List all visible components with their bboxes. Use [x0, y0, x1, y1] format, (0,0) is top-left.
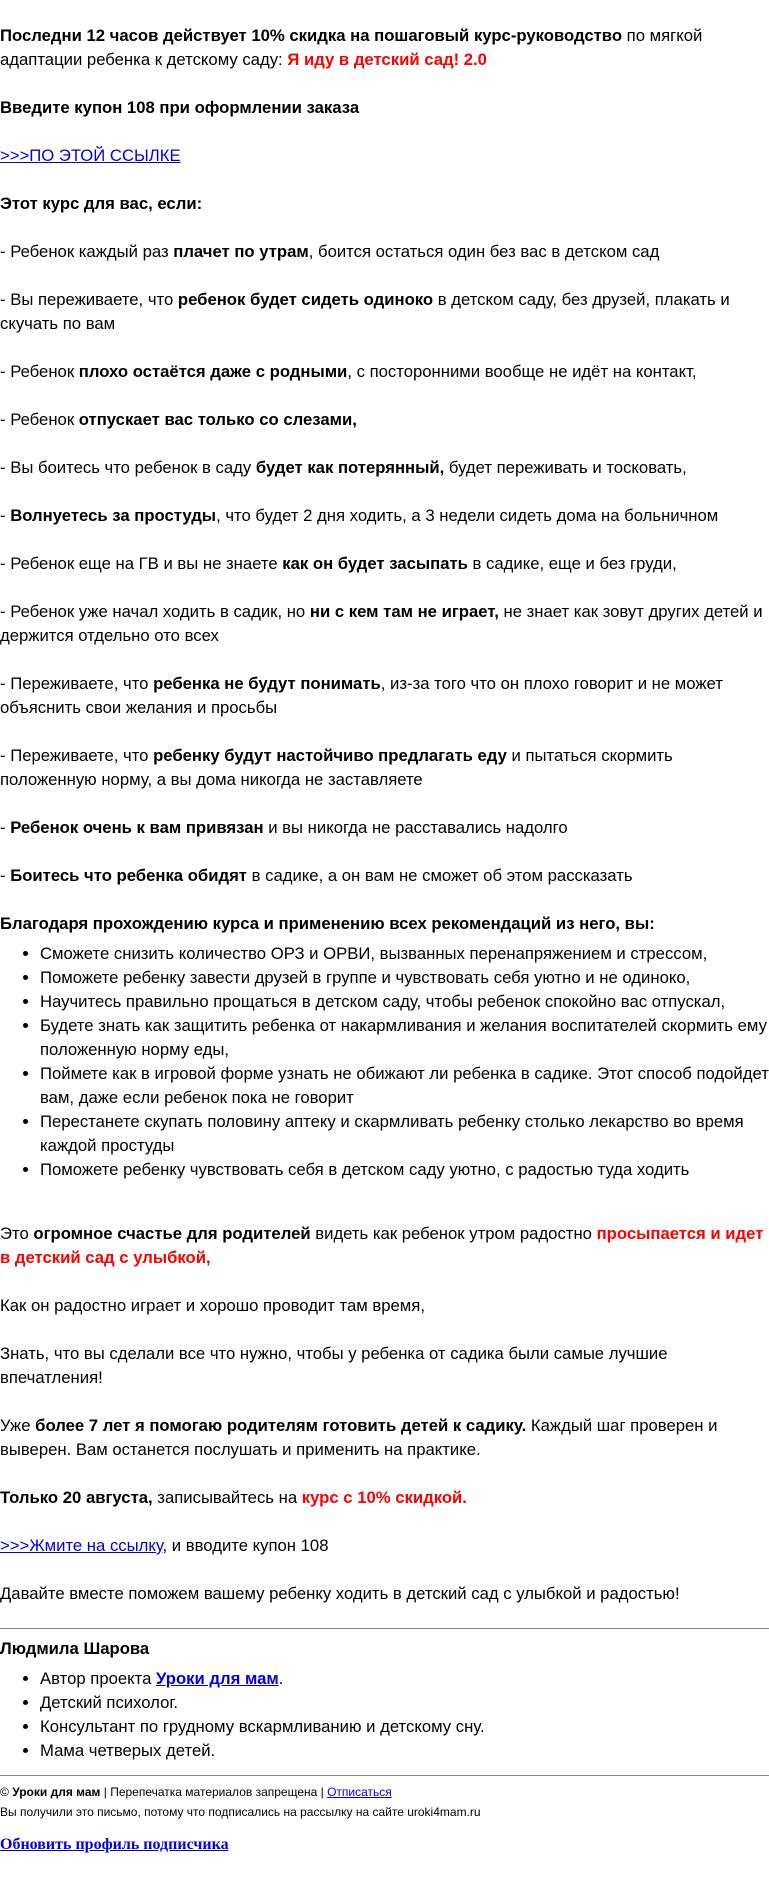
- benefit-item: • Перестанете скупать половину аптеку и скармливать ребенку столько лекарство во время каждой простуды: [40, 1110, 769, 1158]
- happiness-pre: Это: [0, 1224, 34, 1243]
- pain-point-pre: - Ребенок: [0, 410, 79, 429]
- update-profile-paragraph: [0, 1832, 769, 1857]
- pain-point-pre: - Переживаете, что: [0, 746, 154, 765]
- pain-point-post: , из-за того что он плохо говорит и не может объяснить свои желания и просьбы: [0, 674, 723, 717]
- intro-bold: Последни 12 часов действует 10% скидка на пошаговый курс-руководство: [0, 26, 623, 45]
- happiness-bold: огромное счастье для родителей: [33, 1224, 311, 1243]
- pain-point: [0, 816, 769, 840]
- click-post: , и вводите купон 108: [162, 1536, 329, 1555]
- pain-point-post: , с посторонними вообще не идёт на контакт,: [347, 362, 697, 381]
- author-role-item: [40, 1667, 769, 1691]
- pain-point-pre: -: [0, 818, 11, 837]
- only-bold: Только 20 августа,: [0, 1488, 153, 1507]
- coupon-line: [0, 96, 769, 120]
- benefit-item: • Поможете ребенку завести друзей в группе и чувствовать себя уютно и не одиноко,: [40, 966, 769, 990]
- pain-point: [0, 600, 769, 648]
- pain-point-bold: как он будет засыпать: [282, 554, 468, 573]
- pain-point-bold: отпускает вас только со слезами,: [78, 410, 357, 429]
- only-mid: записывайтесь на: [152, 1488, 302, 1507]
- pain-point-pre: -: [0, 866, 11, 885]
- copyright-symbol: ©: [0, 1785, 13, 1799]
- benefit-item: • Поймете как в игровой форме узнать не обижают ли ребенка в садике. Этот способ подойдет вам, даже если ребенок пока не говорит: [40, 1062, 769, 1110]
- author-name: [0, 1637, 769, 1661]
- experience-post: Каждый шаг проверен и выверен. Вам останется послушать и применить на практике.: [0, 1416, 718, 1459]
- pain-point: [0, 864, 769, 888]
- pain-point-post: и вы никогда не расставались надолго: [263, 818, 568, 837]
- author-role-item: • Консультант по грудному вскармливанию и детскому сну.: [40, 1715, 769, 1739]
- plays-line: Как он радостно играет и хорошо проводит там время,: [0, 1296, 425, 1315]
- pain-point-bold: Волнуетесь за простуды: [10, 506, 217, 525]
- course-link[interactable]: >>>ПО ЭТОЙ ССЫЛКЕ: [0, 146, 181, 165]
- pain-point: [0, 504, 769, 528]
- benefit-item: • Будете знать как защитить ребенка от накармливания и желания воспитателей скормить ему положенную норму еды,: [40, 1014, 769, 1062]
- author-role-item: • Мама четверых детей.: [40, 1739, 769, 1763]
- pain-point-post: в детском саду, без друзей, плакать и скучать по вам: [0, 290, 730, 333]
- benefits-heading: [0, 912, 769, 936]
- pain-point-pre: - Ребенок: [0, 362, 79, 381]
- footer-brand: Уроки для мам: [12, 1785, 101, 1799]
- pain-point-post: в садике, еще и без груди,: [467, 554, 677, 573]
- unsubscribe-link[interactable]: Отписаться: [327, 1785, 392, 1799]
- author-role-item: • Детский психолог.: [40, 1691, 769, 1715]
- pain-point-bold: плачет по утрам: [173, 242, 309, 261]
- footer-copyright: [0, 1782, 769, 1802]
- only-paragraph: [0, 1486, 769, 1510]
- happiness-red: просыпается и идет в детский сад с улыбкой,: [0, 1224, 764, 1267]
- pain-point: [0, 456, 769, 480]
- pain-point-bold: ребенок будет сидеть одиноко: [177, 290, 434, 309]
- pain-point-pre: - Переживаете, что: [0, 674, 154, 693]
- benefit-item: • Сможете снизить количество ОРЗ и ОРВИ, вызванных перенапряжением и стрессом,: [40, 942, 769, 966]
- pain-point-bold: будет как потерянный,: [255, 458, 445, 477]
- for-you-heading-text: Этот курс для вас, если:: [0, 194, 203, 213]
- pain-point: [0, 360, 769, 384]
- experience-paragraph: [0, 1414, 769, 1462]
- for-you-heading: [0, 192, 769, 216]
- pain-point-bold: ни с кем там не играет,: [309, 602, 499, 621]
- project-link[interactable]: Уроки для мам: [156, 1669, 279, 1688]
- pain-point: [0, 672, 769, 720]
- only-red: курс с 10% скидкой.: [301, 1488, 467, 1507]
- pain-point-bold: ребенка не будут понимать: [153, 674, 381, 693]
- pain-point-pre: - Вы переживаете, что: [0, 290, 178, 309]
- pain-point: [0, 552, 769, 576]
- benefit-item: • Поможете ребенку чувствовать себя в детском саду уютно, с радостью туда ходить: [40, 1158, 769, 1182]
- experience-bold: более 7 лет я помогаю родителям готовить детей к садику.: [35, 1416, 527, 1435]
- pain-point: [0, 288, 769, 336]
- footer-mid: | Перепечатка материалов запрещена |: [100, 1785, 328, 1799]
- pain-point: [0, 744, 769, 792]
- pain-points-list: [0, 240, 769, 912]
- update-profile-link[interactable]: Обновить профиль подписчика: [0, 1836, 229, 1853]
- pain-point-bold: ребенку будут настойчиво предлагать еду: [153, 746, 507, 765]
- pain-point-pre: - Ребенок уже начал ходить в садик, но: [0, 602, 310, 621]
- benefit-item: • Научитесь правильно прощаться в детском саду, чтобы ребенок спокойно вас отпускал,: [40, 990, 769, 1014]
- pain-point-post: , боится остаться один без вас в детском сад: [308, 242, 660, 261]
- author-roles-list: [0, 1667, 769, 1763]
- role-pre: Автор проекта: [40, 1669, 157, 1688]
- pain-point-bold: Ребенок очень к вам привязан: [10, 818, 264, 837]
- pain-point-post: , что будет 2 дня ходить, а 3 недели сидеть дома на больничном: [216, 506, 719, 525]
- author-name-text: Людмила Шарова: [0, 1639, 150, 1658]
- role-post: .: [278, 1669, 284, 1688]
- link-this-paragraph: [0, 144, 769, 168]
- benefits-heading-text: Благодаря прохождению курса и применению всех рекомендаций из него, вы:: [0, 914, 655, 933]
- intro-paragraph: [0, 24, 769, 72]
- pain-point-post: в садике, а он вам не сможет об этом рассказать: [246, 866, 633, 885]
- happiness-mid: видеть как ребенок утром радостно: [310, 1224, 597, 1243]
- know-line: Знать, что вы сделали все что нужно, чтобы у ребенка от садика были самые лучшие впечатления!: [0, 1344, 668, 1387]
- pain-point: [0, 240, 769, 264]
- pain-point-post: и пытаться скормить положенную норму, а вы дома никогда не заставляете: [0, 746, 673, 789]
- pain-point-pre: -: [0, 506, 11, 525]
- intro-text: по мягкой адаптации ребенка к детскому саду:: [0, 26, 703, 69]
- footer-notice: Вы получили это письмо, потому что подписались на рассылку на сайте uroki4mam.ru: [0, 1805, 481, 1819]
- pain-point-pre: - Ребенок еще на ГВ и вы не знаете: [0, 554, 283, 573]
- pain-point-pre: - Ребенок каждый раз: [0, 242, 174, 261]
- happiness-paragraph: [0, 1222, 769, 1270]
- pain-point: [0, 408, 769, 432]
- click-link[interactable]: >>>Жмите на ссылку: [0, 1536, 163, 1555]
- pain-point-bold: Боитесь что ребенка обидят: [10, 866, 247, 885]
- pain-point-post: будет переживать и тосковать,: [444, 458, 687, 477]
- pain-point-post: не знает как зовут других детей и держится отдельно ото всех: [0, 602, 763, 645]
- click-paragraph: [0, 1534, 769, 1558]
- email-body: [0, 24, 769, 1857]
- course-name: Я иду в детский сад! 2.0: [287, 50, 487, 69]
- together-line: Давайте вместе поможем вашему ребенку ходить в детский сад с улыбкой и радостью!: [0, 1584, 680, 1603]
- pain-point-pre: - Вы боитесь что ребенок в саду: [0, 458, 256, 477]
- coupon-text: Введите купон 108 при оформлении заказа: [0, 98, 360, 117]
- pain-point-bold: плохо остаётся даже с родными: [78, 362, 348, 381]
- benefits-list: [0, 942, 769, 1182]
- experience-pre: Уже: [0, 1416, 36, 1435]
